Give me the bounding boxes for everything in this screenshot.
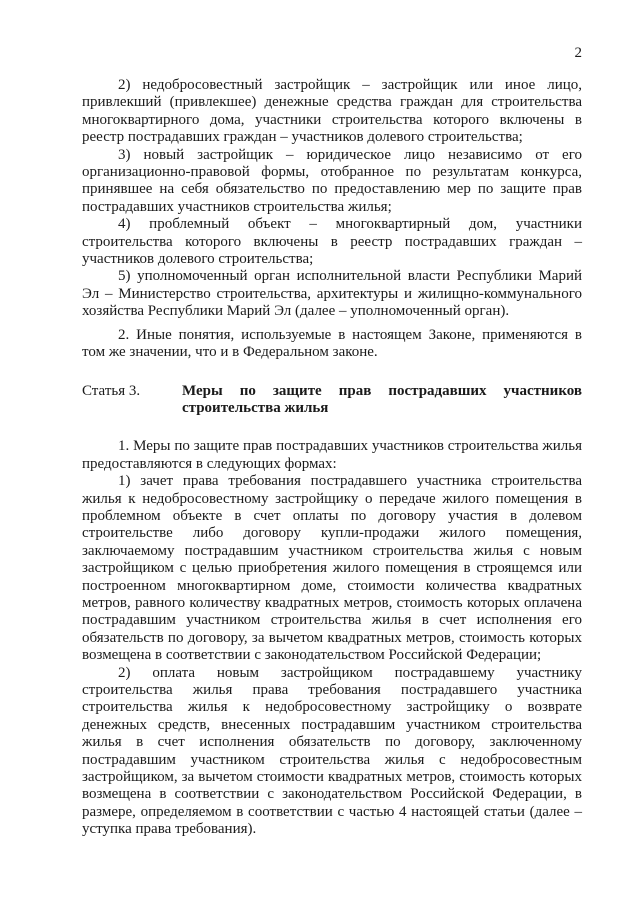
article-3-title: Меры по защите прав пострадавших участников строительства жилья bbox=[182, 382, 582, 416]
page-number: 2 bbox=[574, 45, 582, 61]
measure-item-2: 2) оплата новым застройщиком пострадавшему участнику строительства жилья права требования пострадавшего участника строительства жилья к недобросовестному застройщику о возврате денежных средств, внесенных пострадавшим участником строительства жилья в счет исполнения обязательств по договору, заключенному пострадавшим участником строительства жилья с недобросовестным застройщиком, за вычетом стоимости квадратных метров, стоимость которых возмещена в соответствии с законодательством Российской Федерации, в размере, определяемом в соответствии с частью 4 настоящей статьи (далее – уступка права требования). bbox=[82, 664, 582, 838]
definition-item-2: 2) недобросовестный застройщик – застройщик или иное лицо, привлекший (привлекшее) денежные средства граждан для строительства многоквартирного дома, участники строительства которого включены в реестр пострадавших граждан – участников долевого строительства; bbox=[82, 77, 582, 146]
document-body bbox=[82, 77, 582, 839]
definition-item-3: 3) новый застройщик – юридическое лицо независимо от его организационно-правовой формы, отобранное по результатам конкурса, принявшее на себя обязательство по предоставлению мер по защите прав пострадавших участников строительства жилья; bbox=[82, 146, 582, 215]
measure-item-1: 1) зачет права требования пострадавшего участника строительства жилья к недобросовестному застройщику о передаче жилого помещения в проблемном объекте в счет оплаты по договору участия в долевом строительстве либо договору купли-продажи жилого помещения, заключаемому пострадавшим участником строительства жилья с новым застройщиком с целью приобретения жилого помещения в строящемся или построенном многоквартирном доме, стоимости количества квадратных метров, равного количеству квадратных метров, стоимость которых оплачена пострадавшим участником строительства жилья в счет исполнения его обязательств по договору, за вычетом квадратных метров, стоимость которых возмещена в соответствии с законодательством Российской Федерации; bbox=[82, 473, 582, 664]
article-3-heading bbox=[82, 383, 582, 418]
article-3-label: Статья 3. bbox=[82, 382, 141, 399]
measures-intro-paragraph: 1. Меры по защите прав пострадавших участников строительства жилья предоставляются в следующих формах: bbox=[82, 438, 582, 472]
other-terms-paragraph: 2. Иные понятия, используемые в настоящем Законе, применяются в том же значении, что и в Федеральном законе. bbox=[82, 326, 582, 361]
spacer bbox=[82, 417, 582, 438]
definition-item-5: 5) уполномоченный орган исполнительной власти Республики Марий Эл – Министерство строительства, архитектуры и жилищно-коммунального хозяйства Республики Марий Эл (далее – уполномоченный орган). bbox=[82, 268, 582, 320]
definition-item-4: 4) проблемный объект – многоквартирный дом, участники строительства которого включены в реестр пострадавших граждан – участников долевого строительства; bbox=[82, 216, 582, 268]
spacer bbox=[82, 362, 582, 383]
